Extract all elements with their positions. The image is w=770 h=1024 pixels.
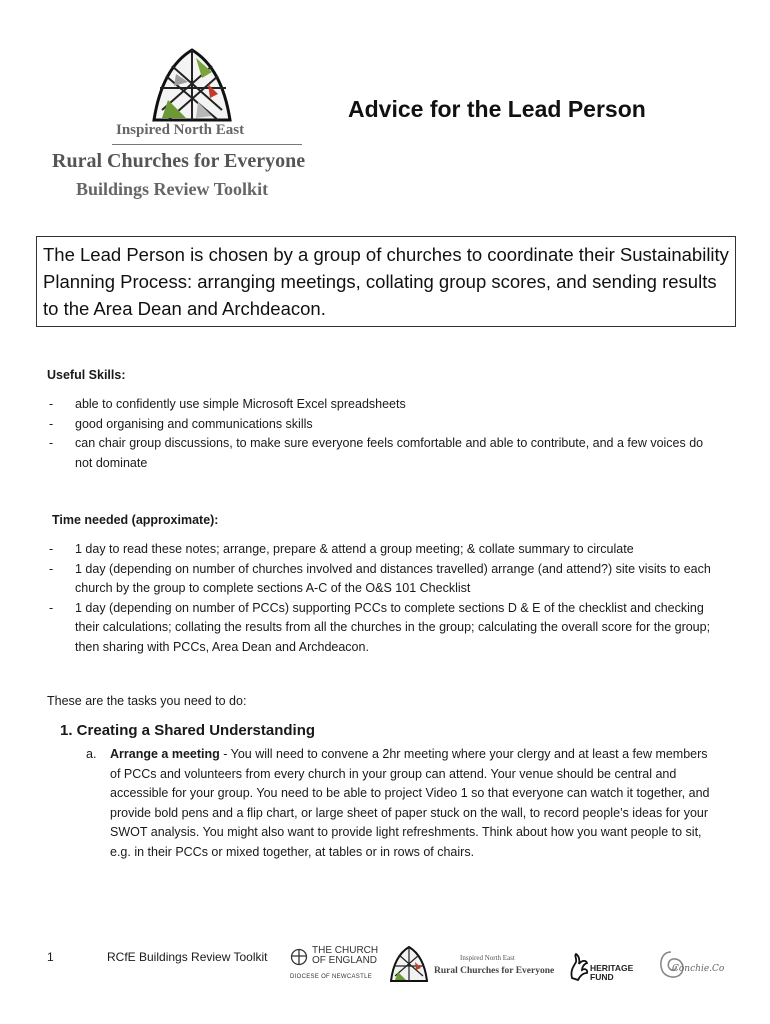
rcfe-footer-line-1: Inspired North East	[460, 954, 515, 962]
task-1a-body	[110, 745, 710, 862]
page-number: 1	[47, 950, 54, 964]
time-list	[47, 540, 727, 657]
footer	[0, 940, 770, 990]
page-title: Advice for the Lead Person	[348, 96, 646, 122]
heritage-fund-hands-icon	[568, 952, 590, 982]
skills-list	[47, 395, 707, 473]
task-1a-bold: Arrange a meeting	[110, 747, 220, 761]
stained-glass-small-icon	[390, 946, 428, 982]
tasks-intro: These are the tasks you need to do:	[47, 694, 247, 708]
logo-line-2: Rural Churches for Everyone	[52, 150, 306, 172]
coe-line-3: DIOCESE OF NEWCASTLE	[290, 974, 373, 980]
list-item: - good organising and communications skills	[49, 416, 313, 431]
stained-glass-window-icon	[152, 48, 232, 122]
heritage-line-2: FUND	[590, 972, 614, 982]
rcfe-logo	[50, 48, 340, 208]
rcfe-footer-logo	[390, 942, 560, 986]
list-item: - 1 day to read these notes; arrange, prepare & attend a group meeting; & collate summary to circulate	[49, 542, 634, 556]
church-of-england-logo	[290, 946, 382, 986]
heritage-fund-logo	[568, 948, 648, 988]
conchie-text: Conchie.Co	[672, 964, 725, 974]
coe-line-1: THE CHURCH	[312, 945, 379, 956]
heritage-line-1: HERITAGE	[590, 963, 634, 973]
task-1a-letter: a.	[86, 747, 97, 761]
list-item: - 1 day (depending on number of PCCs) supporting PCCs to complete sections D & E of the checklist and checking their calculations; collating the results from all the churches in the group; calculating the overall score for the group; then sharing with PCCs, Area Dean and Archdeacon.	[49, 600, 711, 654]
logo-line-3: Buildings Review Toolkit	[76, 179, 269, 199]
skills-heading: Useful Skills:	[47, 368, 126, 382]
task-1a	[86, 745, 710, 862]
task-1a-text: - You will need to convene a 2hr meeting where your clergy and at least a few members of PCCs and volunteers from every church in your group can attend. Your venue should be central and accessible for your group. You need to be able to project Video 1 so that everyone can watch it together, and provide bold pens and a flip chart, or large sheet of paper stuck on the wall, to record people’s ideas for your SWOT analysis. You might also want to provide light refreshments. Think about how you want people to sit, e.g. in their PCCs or mixed together, at tables or in rows of chairs.	[110, 747, 710, 859]
coe-cross-icon	[290, 948, 308, 966]
list-item: - 1 day (depending on number of churches involved and distances travelled) arrange (and attend?) site visits to each church by the group to complete sections A-C of the O&S 101 Checklist	[49, 561, 711, 595]
list-item: - able to confidently use simple Microsoft Excel spreadsheets	[49, 397, 406, 411]
list-item: - can chair group discussions, to make sure everyone feels comfortable and able to contribute, and a few voices do not dominate	[49, 436, 704, 470]
task-1-heading: 1. Creating a Shared Understanding	[60, 722, 316, 739]
footer-text: RCfE Buildings Review Toolkit	[107, 950, 268, 964]
logo-line-1: Inspired North East	[116, 122, 245, 138]
rcfe-footer-line-2: Rural Churches for Everyone	[434, 966, 555, 976]
logo-divider	[112, 144, 302, 145]
coe-line-2: OF ENGLAND	[312, 955, 378, 966]
intro-box: The Lead Person is chosen by a group of churches to coordinate their Sustainability Planning Process: arranging meetings, collating group scores, and sending results to the Area Dean and Archdeacon.	[36, 236, 736, 327]
time-heading: Time needed (approximate):	[52, 513, 219, 527]
conchie-logo	[656, 946, 726, 986]
